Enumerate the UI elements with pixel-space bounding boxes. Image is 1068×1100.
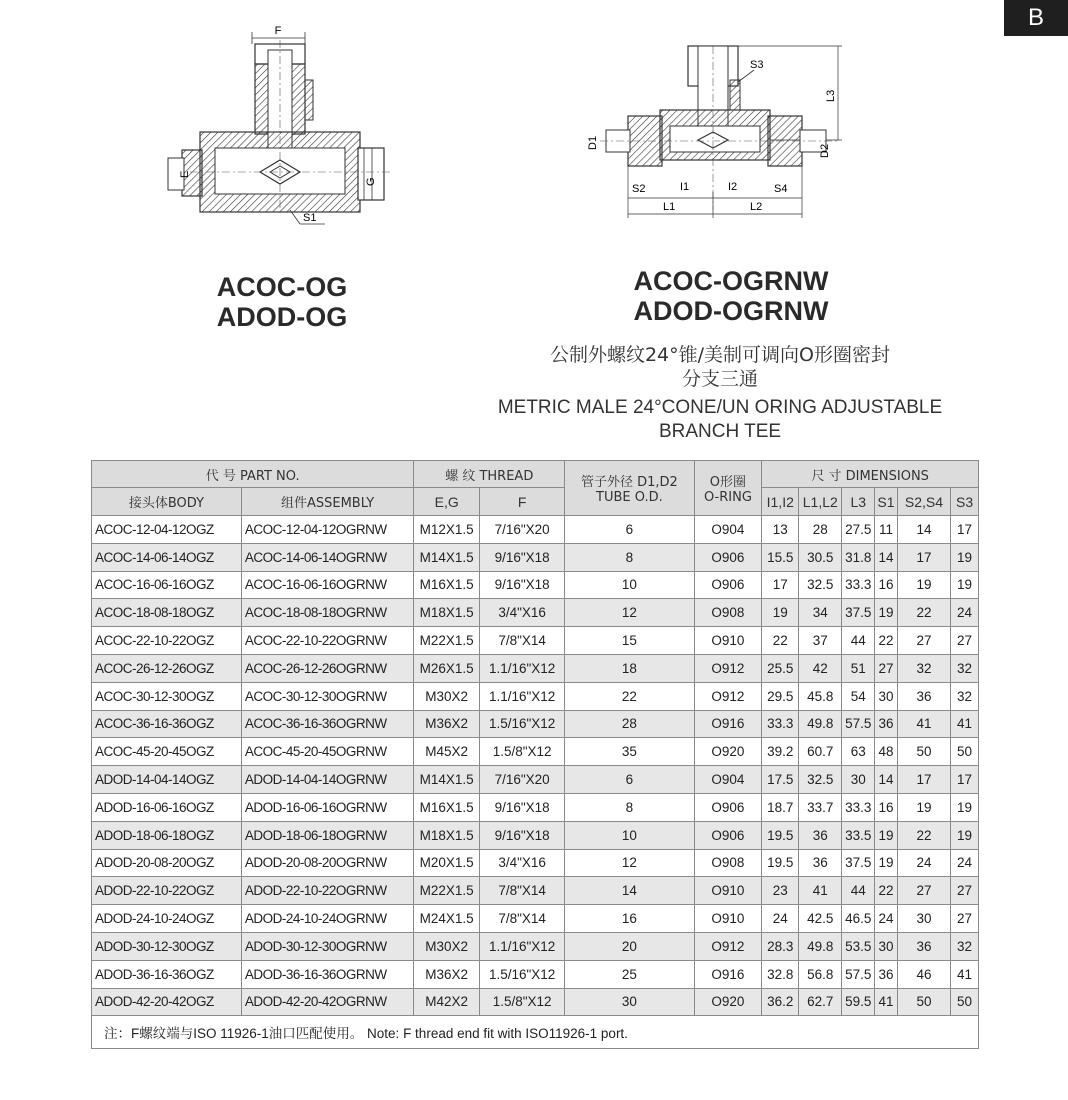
cell-body: ADOD-20-08-20OGZ [92,849,242,877]
left-model-line2: ADOD-OG [216,302,348,332]
table-row [92,793,979,821]
cell-thread-f: 7/8"X14 [480,627,565,655]
cell-i1i2: 33.3 [762,710,799,738]
cell-thread-f: 1.5/8"X12 [480,738,565,766]
cell-l1l2: 56.8 [799,960,842,988]
cell-body: ACOC-30-12-30OGZ [92,682,242,710]
cell-l1l2: 42.5 [799,905,842,933]
cell-i1i2: 19.5 [762,821,799,849]
cell-s1: 24 [875,905,898,933]
cell-thread-f: 7/8"X14 [480,905,565,933]
cell-thread-f: 7/16"X20 [480,516,565,544]
cell-s1: 48 [875,738,898,766]
cell-s2s4: 22 [897,821,950,849]
label-I2: I2 [728,181,738,193]
table-row [92,766,979,794]
right-model-line1: ACOC-OGRNW [633,266,829,296]
cell-i1i2: 17.5 [762,766,799,794]
label-I1: I1 [680,181,690,193]
cell-l1l2: 49.8 [799,710,842,738]
cell-s3: 17 [951,516,979,544]
cell-body: ACOC-12-04-12OGZ [92,516,242,544]
cell-thread-eg: M16X1.5 [414,793,480,821]
cell-tube-od: 15 [565,627,694,655]
cell-i1i2: 13 [762,516,799,544]
cell-thread-eg: M22X1.5 [414,627,480,655]
header-s1: S1 [875,488,898,516]
cell-thread-eg: M26X1.5 [414,654,480,682]
cell-assembly: ADOD-22-10-22OGRNW [241,877,413,905]
cell-oring: O906 [694,571,762,599]
cell-assembly: ACOC-26-12-26OGRNW [241,654,413,682]
cell-l3: 51 [842,654,875,682]
description-cn-line2: 分支三通 [681,368,758,390]
cell-s2s4: 41 [897,710,950,738]
cell-tube-od: 28 [565,710,694,738]
cell-body: ADOD-42-20-42OGZ [92,988,242,1016]
spec-table-body [92,516,979,1016]
cell-s2s4: 36 [897,682,950,710]
cell-s2s4: 17 [897,543,950,571]
cell-s3: 27 [951,905,979,933]
cell-l3: 54 [842,682,875,710]
cell-oring: O912 [694,682,762,710]
cell-thread-f: 1.1/16"X12 [480,682,565,710]
cell-i1i2: 25.5 [762,654,799,682]
cell-body: ADOD-36-16-36OGZ [92,960,242,988]
header-eg: E,G [414,488,480,516]
cell-s3: 19 [951,543,979,571]
header-oring-cn: O形圈 [709,475,747,490]
table-row [92,599,979,627]
cell-l1l2: 36 [799,849,842,877]
cell-i1i2: 15.5 [762,543,799,571]
cell-body: ADOD-18-06-18OGZ [92,821,242,849]
right-model-names [600,266,862,326]
table-note: 注：F螺纹端与ISO 11926-1油口匹配使用。 Note: F thread end fit with ISO11926-1 port. [92,1016,979,1049]
header-body: 接头体BODY [92,488,242,516]
header-oring [694,461,762,516]
cell-thread-eg: M20X1.5 [414,849,480,877]
cell-thread-f: 3/4"X16 [480,849,565,877]
cell-oring: O912 [694,654,762,682]
cell-l3: 59.5 [842,988,875,1016]
cell-i1i2: 39.2 [762,738,799,766]
label-S1: S1 [303,212,317,224]
cell-i1i2: 28.3 [762,932,799,960]
cell-tube-od: 12 [565,849,694,877]
table-row [92,516,979,544]
cell-body: ACOC-14-06-14OGZ [92,543,242,571]
cell-thread-f: 1.1/16"X12 [480,932,565,960]
cell-body: ACOC-22-10-22OGZ [92,627,242,655]
cell-assembly: ADOD-24-10-24OGRNW [241,905,413,933]
cell-oring: O920 [694,738,762,766]
cell-assembly: ACOC-16-06-16OGRNW [241,571,413,599]
label-D1: D1 [587,135,599,150]
cell-assembly: ADOD-30-12-30OGRNW [241,932,413,960]
cell-l1l2: 36 [799,821,842,849]
description-en [450,396,990,444]
header-tube-od-en: TUBE O.D. [596,490,663,505]
cell-assembly: ACOC-36-16-36OGRNW [241,710,413,738]
cell-s2s4: 50 [897,738,950,766]
cell-s1: 36 [875,960,898,988]
table-row [92,543,979,571]
cell-s2s4: 22 [897,599,950,627]
table-row [92,877,979,905]
cell-tube-od: 25 [565,960,694,988]
cell-oring: O906 [694,793,762,821]
description-cn [450,343,990,391]
cell-body: ADOD-22-10-22OGZ [92,877,242,905]
cell-tube-od: 10 [565,571,694,599]
cell-l3: 33.5 [842,821,875,849]
cell-s2s4: 27 [897,877,950,905]
cell-assembly: ACOC-14-06-14OGRNW [241,543,413,571]
cell-s1: 27 [875,654,898,682]
cell-thread-eg: M14X1.5 [414,766,480,794]
cell-i1i2: 17 [762,571,799,599]
table-row [92,627,979,655]
cell-thread-f: 7/16"X20 [480,766,565,794]
cell-thread-eg: M30X2 [414,932,480,960]
cell-s1: 22 [875,627,898,655]
table-row [92,738,979,766]
right-model-line2: ADOD-OGRNW [633,296,829,326]
label-G: G [365,177,377,186]
cell-tube-od: 30 [565,988,694,1016]
description-en-line2: BRANCH TEE [658,421,782,442]
cell-s3: 17 [951,766,979,794]
cell-thread-eg: M12X1.5 [414,516,480,544]
cell-i1i2: 18.7 [762,793,799,821]
cell-s2s4: 46 [897,960,950,988]
label-F: F [274,25,282,37]
cell-body: ACOC-26-12-26OGZ [92,654,242,682]
cell-s2s4: 30 [897,905,950,933]
header-tube-od [565,461,694,516]
header-assembly: 组件ASSEMBLY [241,488,413,516]
cell-s3: 50 [951,988,979,1016]
cell-s2s4: 24 [897,849,950,877]
cell-assembly: ACOC-30-12-30OGRNW [241,682,413,710]
cell-s3: 32 [951,932,979,960]
left-model-line1: ACOC-OG [216,272,348,302]
cell-body: ACOC-18-08-18OGZ [92,599,242,627]
cell-s1: 30 [875,682,898,710]
cell-oring: O910 [694,877,762,905]
cell-l1l2: 37 [799,627,842,655]
cell-oring: O910 [694,905,762,933]
cell-l3: 37.5 [842,599,875,627]
cell-tube-od: 8 [565,543,694,571]
cell-thread-f: 1.1/16"X12 [480,654,565,682]
cell-l1l2: 42 [799,654,842,682]
cell-tube-od: 18 [565,654,694,682]
cell-body: ACOC-45-20-45OGZ [92,738,242,766]
table-row [92,932,979,960]
cell-tube-od: 12 [565,599,694,627]
cell-oring: O906 [694,821,762,849]
table-row [92,960,979,988]
cell-thread-eg: M18X1.5 [414,599,480,627]
cell-l3: 44 [842,627,875,655]
table-row [92,682,979,710]
cell-oring: O906 [694,543,762,571]
header-tube-od-cn: 管子外径 D1,D2 [580,475,678,490]
cell-thread-f: 7/8"X14 [480,877,565,905]
cell-s1: 36 [875,710,898,738]
cell-s3: 41 [951,710,979,738]
spec-table [91,460,979,1049]
cell-s1: 19 [875,821,898,849]
cell-thread-f: 3/4"X16 [480,599,565,627]
header-l3: L3 [842,488,875,516]
description-cn-line1: 公制外螺纹24°锥/美制可调向O形圈密封 [549,344,891,366]
cell-tube-od: 20 [565,932,694,960]
table-row [92,988,979,1016]
cell-body: ADOD-24-10-24OGZ [92,905,242,933]
table-row [92,849,979,877]
label-S4: S4 [774,183,788,195]
cell-s3: 27 [951,627,979,655]
header-f: F [480,488,565,516]
cell-l1l2: 49.8 [799,932,842,960]
cell-oring: O916 [694,960,762,988]
header-part-no: 代 号 PART NO. [92,461,414,488]
cell-oring: O908 [694,849,762,877]
label-E: E [179,170,191,178]
label-S2: S2 [632,183,646,195]
cell-i1i2: 32.8 [762,960,799,988]
cell-thread-f: 9/16"X18 [480,821,565,849]
cell-thread-f: 9/16"X18 [480,571,565,599]
cell-s3: 32 [951,654,979,682]
cell-s2s4: 19 [897,571,950,599]
cell-assembly: ADOD-20-08-20OGRNW [241,849,413,877]
cell-l3: 37.5 [842,849,875,877]
cell-s2s4: 36 [897,932,950,960]
header-dimensions: 尺 寸 DIMENSIONS [762,461,979,488]
cell-l3: 33.3 [842,793,875,821]
cell-i1i2: 24 [762,905,799,933]
cell-body: ACOC-36-16-36OGZ [92,710,242,738]
table-row [92,710,979,738]
cell-assembly: ACOC-45-20-45OGRNW [241,738,413,766]
cell-l3: 31.8 [842,543,875,571]
cell-s1: 14 [875,543,898,571]
cell-l1l2: 32.5 [799,766,842,794]
cell-s1: 16 [875,793,898,821]
header-s3: S3 [951,488,979,516]
cell-l3: 57.5 [842,710,875,738]
cell-oring: O920 [694,988,762,1016]
header-i1i2: I1,I2 [762,488,799,516]
cell-assembly: ACOC-22-10-22OGRNW [241,627,413,655]
cell-thread-eg: M42X2 [414,988,480,1016]
cell-l1l2: 30.5 [799,543,842,571]
cell-l1l2: 33.7 [799,793,842,821]
cell-l1l2: 60.7 [799,738,842,766]
cell-oring: O916 [694,710,762,738]
cell-tube-od: 10 [565,821,694,849]
cell-s2s4: 32 [897,654,950,682]
cell-thread-f: 1.5/8"X12 [480,988,565,1016]
tee-drawing-og [160,20,400,240]
cell-s2s4: 14 [897,516,950,544]
label-D2: D2 [819,143,831,158]
header-s2s4: S2,S4 [897,488,950,516]
cell-l3: 57.5 [842,960,875,988]
cell-l3: 27.5 [842,516,875,544]
cell-s1: 30 [875,932,898,960]
section-badge: B [1004,0,1068,36]
table-row [92,821,979,849]
cell-l1l2: 28 [799,516,842,544]
cell-thread-eg: M36X2 [414,710,480,738]
header-oring-en: O-RING [703,490,752,505]
cell-s2s4: 17 [897,766,950,794]
cell-tube-od: 6 [565,766,694,794]
cell-s1: 14 [875,766,898,794]
cell-oring: O904 [694,766,762,794]
cell-l3: 44 [842,877,875,905]
cell-l3: 33.3 [842,571,875,599]
cell-thread-f: 9/16"X18 [480,793,565,821]
cell-thread-eg: M45X2 [414,738,480,766]
cell-body: ADOD-30-12-30OGZ [92,932,242,960]
cell-l1l2: 45.8 [799,682,842,710]
cell-thread-eg: M22X1.5 [414,877,480,905]
cell-tube-od: 8 [565,793,694,821]
cell-l1l2: 62.7 [799,988,842,1016]
cell-s1: 41 [875,988,898,1016]
cell-assembly: ACOC-12-04-12OGRNW [241,516,413,544]
cell-oring: O910 [694,627,762,655]
cell-i1i2: 22 [762,627,799,655]
table-row [92,571,979,599]
label-L1: L1 [663,201,676,213]
cell-s3: 41 [951,960,979,988]
cell-assembly: ADOD-16-06-16OGRNW [241,793,413,821]
cell-l1l2: 34 [799,599,842,627]
header-thread: 螺 纹 THREAD [414,461,565,488]
cell-thread-eg: M30X2 [414,682,480,710]
cell-l1l2: 41 [799,877,842,905]
cell-l3: 30 [842,766,875,794]
cell-s3: 50 [951,738,979,766]
cell-s1: 19 [875,849,898,877]
cell-thread-f: 1.5/16"X12 [480,960,565,988]
table-row [92,905,979,933]
cell-s2s4: 50 [897,988,950,1016]
cell-s1: 19 [875,599,898,627]
cell-thread-eg: M14X1.5 [414,543,480,571]
cell-oring: O912 [694,932,762,960]
cell-l1l2: 32.5 [799,571,842,599]
cell-assembly: ADOD-36-16-36OGRNW [241,960,413,988]
label-L3: L3 [825,89,837,102]
cell-s3: 27 [951,877,979,905]
cell-body: ACOC-16-06-16OGZ [92,571,242,599]
cell-s3: 24 [951,849,979,877]
cell-i1i2: 19.5 [762,849,799,877]
cell-s2s4: 19 [897,793,950,821]
cell-i1i2: 29.5 [762,682,799,710]
tee-drawing-ogrnw [570,40,870,225]
cell-s3: 19 [951,571,979,599]
cell-body: ADOD-16-06-16OGZ [92,793,242,821]
cell-tube-od: 6 [565,516,694,544]
cell-thread-eg: M24X1.5 [414,905,480,933]
cell-assembly: ADOD-14-04-14OGRNW [241,766,413,794]
cell-tube-od: 14 [565,877,694,905]
cell-tube-od: 35 [565,738,694,766]
cell-s3: 19 [951,821,979,849]
header-l1l2: L1,L2 [799,488,842,516]
cell-s3: 24 [951,599,979,627]
description-en-line1: METRIC MALE 24°CONE/UN ORING ADJUSTABLE [497,397,943,418]
cell-thread-f: 9/16"X18 [480,543,565,571]
cell-thread-eg: M36X2 [414,960,480,988]
cell-s3: 32 [951,682,979,710]
cell-l3: 46.5 [842,905,875,933]
cell-s2s4: 27 [897,627,950,655]
cell-i1i2: 19 [762,599,799,627]
left-model-names [200,272,364,332]
cell-thread-eg: M16X1.5 [414,571,480,599]
table-row [92,654,979,682]
cell-tube-od: 22 [565,682,694,710]
cell-s3: 19 [951,793,979,821]
cell-oring: O908 [694,599,762,627]
label-L2: L2 [750,201,763,213]
cell-thread-f: 1.5/16"X12 [480,710,565,738]
cell-thread-eg: M18X1.5 [414,821,480,849]
cell-s1: 11 [875,516,898,544]
cell-i1i2: 36.2 [762,988,799,1016]
cell-assembly: ACOC-18-08-18OGRNW [241,599,413,627]
cell-body: ADOD-14-04-14OGZ [92,766,242,794]
cell-assembly: ADOD-42-20-42OGRNW [241,988,413,1016]
cell-i1i2: 23 [762,877,799,905]
cell-l3: 53.5 [842,932,875,960]
cell-l3: 63 [842,738,875,766]
cell-tube-od: 16 [565,905,694,933]
cell-oring: O904 [694,516,762,544]
label-S3: S3 [750,59,764,71]
cell-s1: 22 [875,877,898,905]
cell-assembly: ADOD-18-06-18OGRNW [241,821,413,849]
cell-s1: 16 [875,571,898,599]
